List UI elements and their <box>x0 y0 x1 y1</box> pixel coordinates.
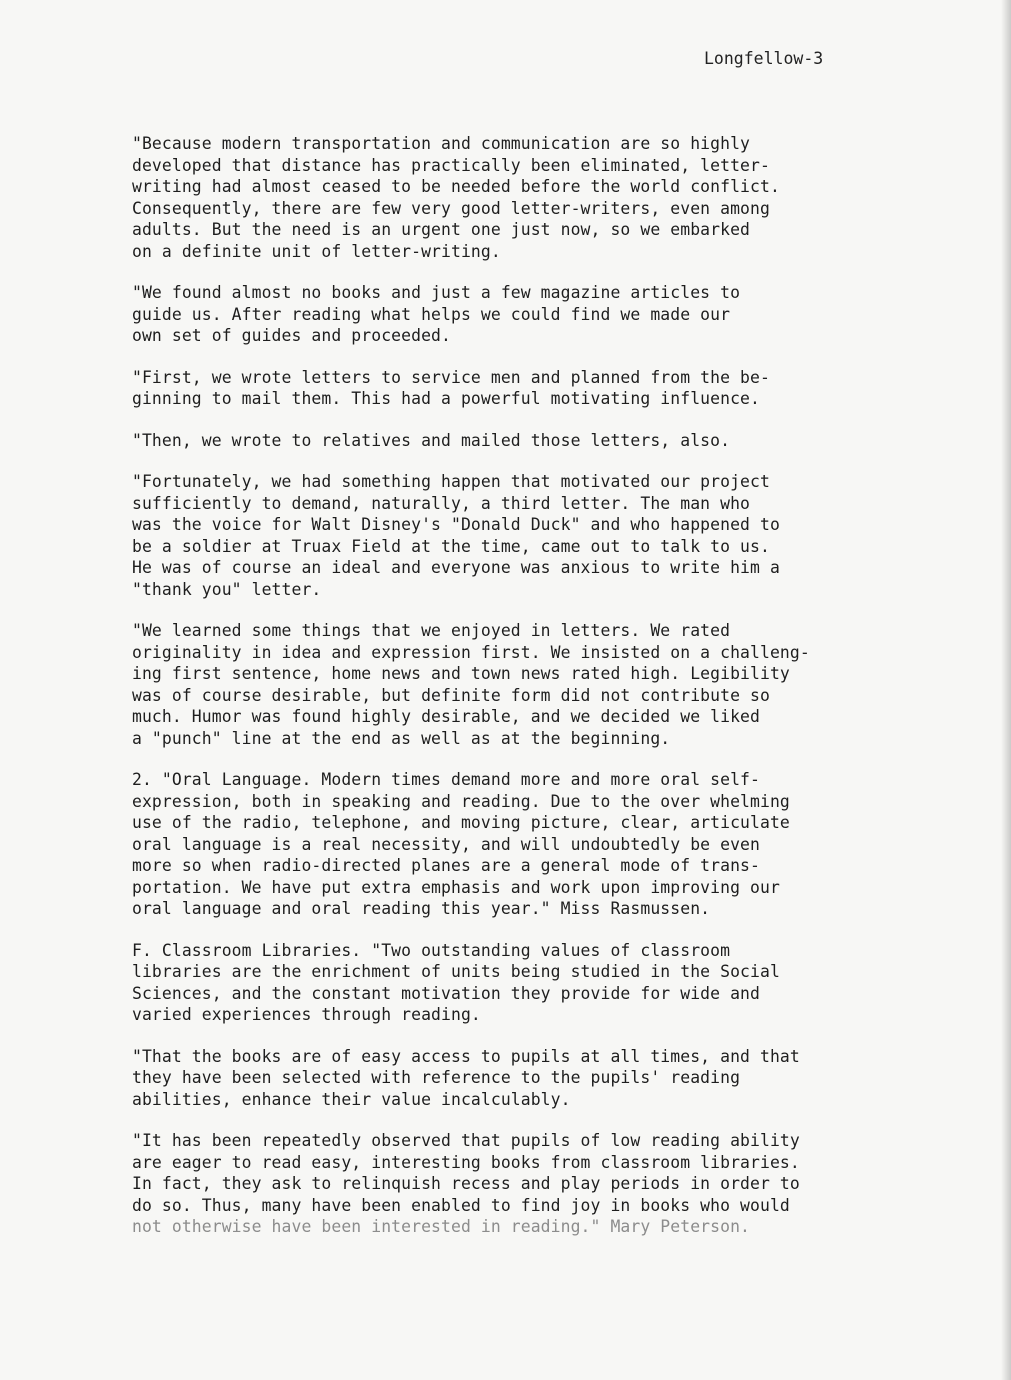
body-text <box>132 133 872 1258</box>
text-line: originality in idea and expression first. We insisted on a challeng- <box>132 642 810 662</box>
text-line: are eager to read easy, interesting books from classroom libraries. <box>132 1152 800 1172</box>
text-line: F. Classroom Libraries. "Two outstanding values of classroom <box>132 940 731 960</box>
paragraph-first <box>132 367 872 410</box>
text-line: "First, we wrote letters to service men and planned from the be- <box>132 367 770 387</box>
paragraph-oral-language <box>132 769 872 920</box>
text-line: varied experiences through reading. <box>132 1005 481 1024</box>
text-line: Consequently, there are few very good letter-writers, even among <box>132 198 770 218</box>
text-line: on a definite unit of letter-writing. <box>132 241 501 261</box>
text-line: libraries are the enrichment of units being studied in the Social <box>132 962 780 981</box>
text-line: ginning to mail them. This had a powerful motivating influence. <box>132 389 760 408</box>
text-line: 2. "Oral Language. Modern times demand more and more oral self- <box>132 770 760 789</box>
text-line: much. Humor was found highly desirable, and we decided we liked <box>132 707 760 726</box>
paragraph-easy-access <box>132 1046 872 1111</box>
text-line: adults. But the need is an urgent one just now, so we embarked <box>132 220 751 239</box>
text-line: "Because modern transportation and communication are so highly <box>132 134 751 153</box>
text-line: be a soldier at Truax Field at the time, came out to talk to us. <box>132 536 770 556</box>
text-line: abilities, enhance their value incalculably. <box>132 1089 571 1109</box>
text-line: own set of guides and proceeded. <box>132 326 451 345</box>
paragraph-learned <box>132 620 872 749</box>
text-line: not otherwise have been interested in reading." Mary Peterson. <box>132 1217 751 1236</box>
text-line: they have been selected with reference to the pupils' reading <box>132 1068 741 1087</box>
text-line: writing had almost ceased to be needed before the world conflict. <box>132 177 780 196</box>
text-line: ing first sentence, home news and town news rated high. Legibility <box>132 664 790 683</box>
text-line: guide us. After reading what helps we could find we made our <box>132 304 731 324</box>
paragraph-then <box>132 430 872 452</box>
text-line: do so. Thus, many have been enabled to find joy in books who would <box>132 1195 790 1215</box>
text-line: "Fortunately, we had something happen that motivated our project <box>132 472 770 491</box>
text-line: "That the books are of easy access to pupils at all times, and that <box>132 1046 800 1066</box>
text-line: developed that distance has practically been eliminated, letter- <box>132 155 770 175</box>
text-line: Sciences, and the constant motivation they provide for wide and <box>132 983 760 1003</box>
text-line: In fact, they ask to relinquish recess and play periods in order to <box>132 1174 800 1193</box>
text-line: oral language is a real necessity, and will undoubtedly be even <box>132 834 760 854</box>
text-line: was of course desirable, but definite form did not contribute so <box>132 685 770 705</box>
text-line: "thank you" letter. <box>132 579 322 599</box>
page-label: Longfellow-3 <box>704 49 824 68</box>
paragraph-guides <box>132 282 872 347</box>
page-edge-shadow <box>1001 0 1011 1380</box>
paragraph-letter-writing-intro <box>132 133 872 262</box>
text-line: "We learned some things that we enjoyed in letters. We rated <box>132 621 731 640</box>
text-line: He was of course an ideal and everyone was anxious to write him a <box>132 558 780 577</box>
text-line: "It has been repeatedly observed that pupils of low reading ability <box>132 1131 800 1150</box>
paragraph-low-reading-ability <box>132 1130 872 1238</box>
text-line: "Then, we wrote to relatives and mailed those letters, also. <box>132 430 731 450</box>
text-line: a "punch" line at the end as well as at the beginning. <box>132 728 671 748</box>
text-line: sufficiently to demand, naturally, a third letter. The man who <box>132 493 751 513</box>
text-line: portation. We have put extra emphasis and work upon improving our <box>132 877 780 897</box>
text-line: oral language and oral reading this year." Miss Rasmussen. <box>132 899 711 918</box>
text-line: more so when radio-directed planes are a general mode of trans- <box>132 856 760 875</box>
text-line: was the voice for Walt Disney's "Donald Duck" and who happened to <box>132 515 780 534</box>
text-line: expression, both in speaking and reading. Due to the over whelming <box>132 791 790 811</box>
paragraph-classroom-libraries <box>132 940 872 1026</box>
text-line: "We found almost no books and just a few magazine articles to <box>132 283 741 302</box>
paragraph-fortunately <box>132 471 872 600</box>
text-line: use of the radio, telephone, and moving picture, clear, articulate <box>132 813 790 832</box>
